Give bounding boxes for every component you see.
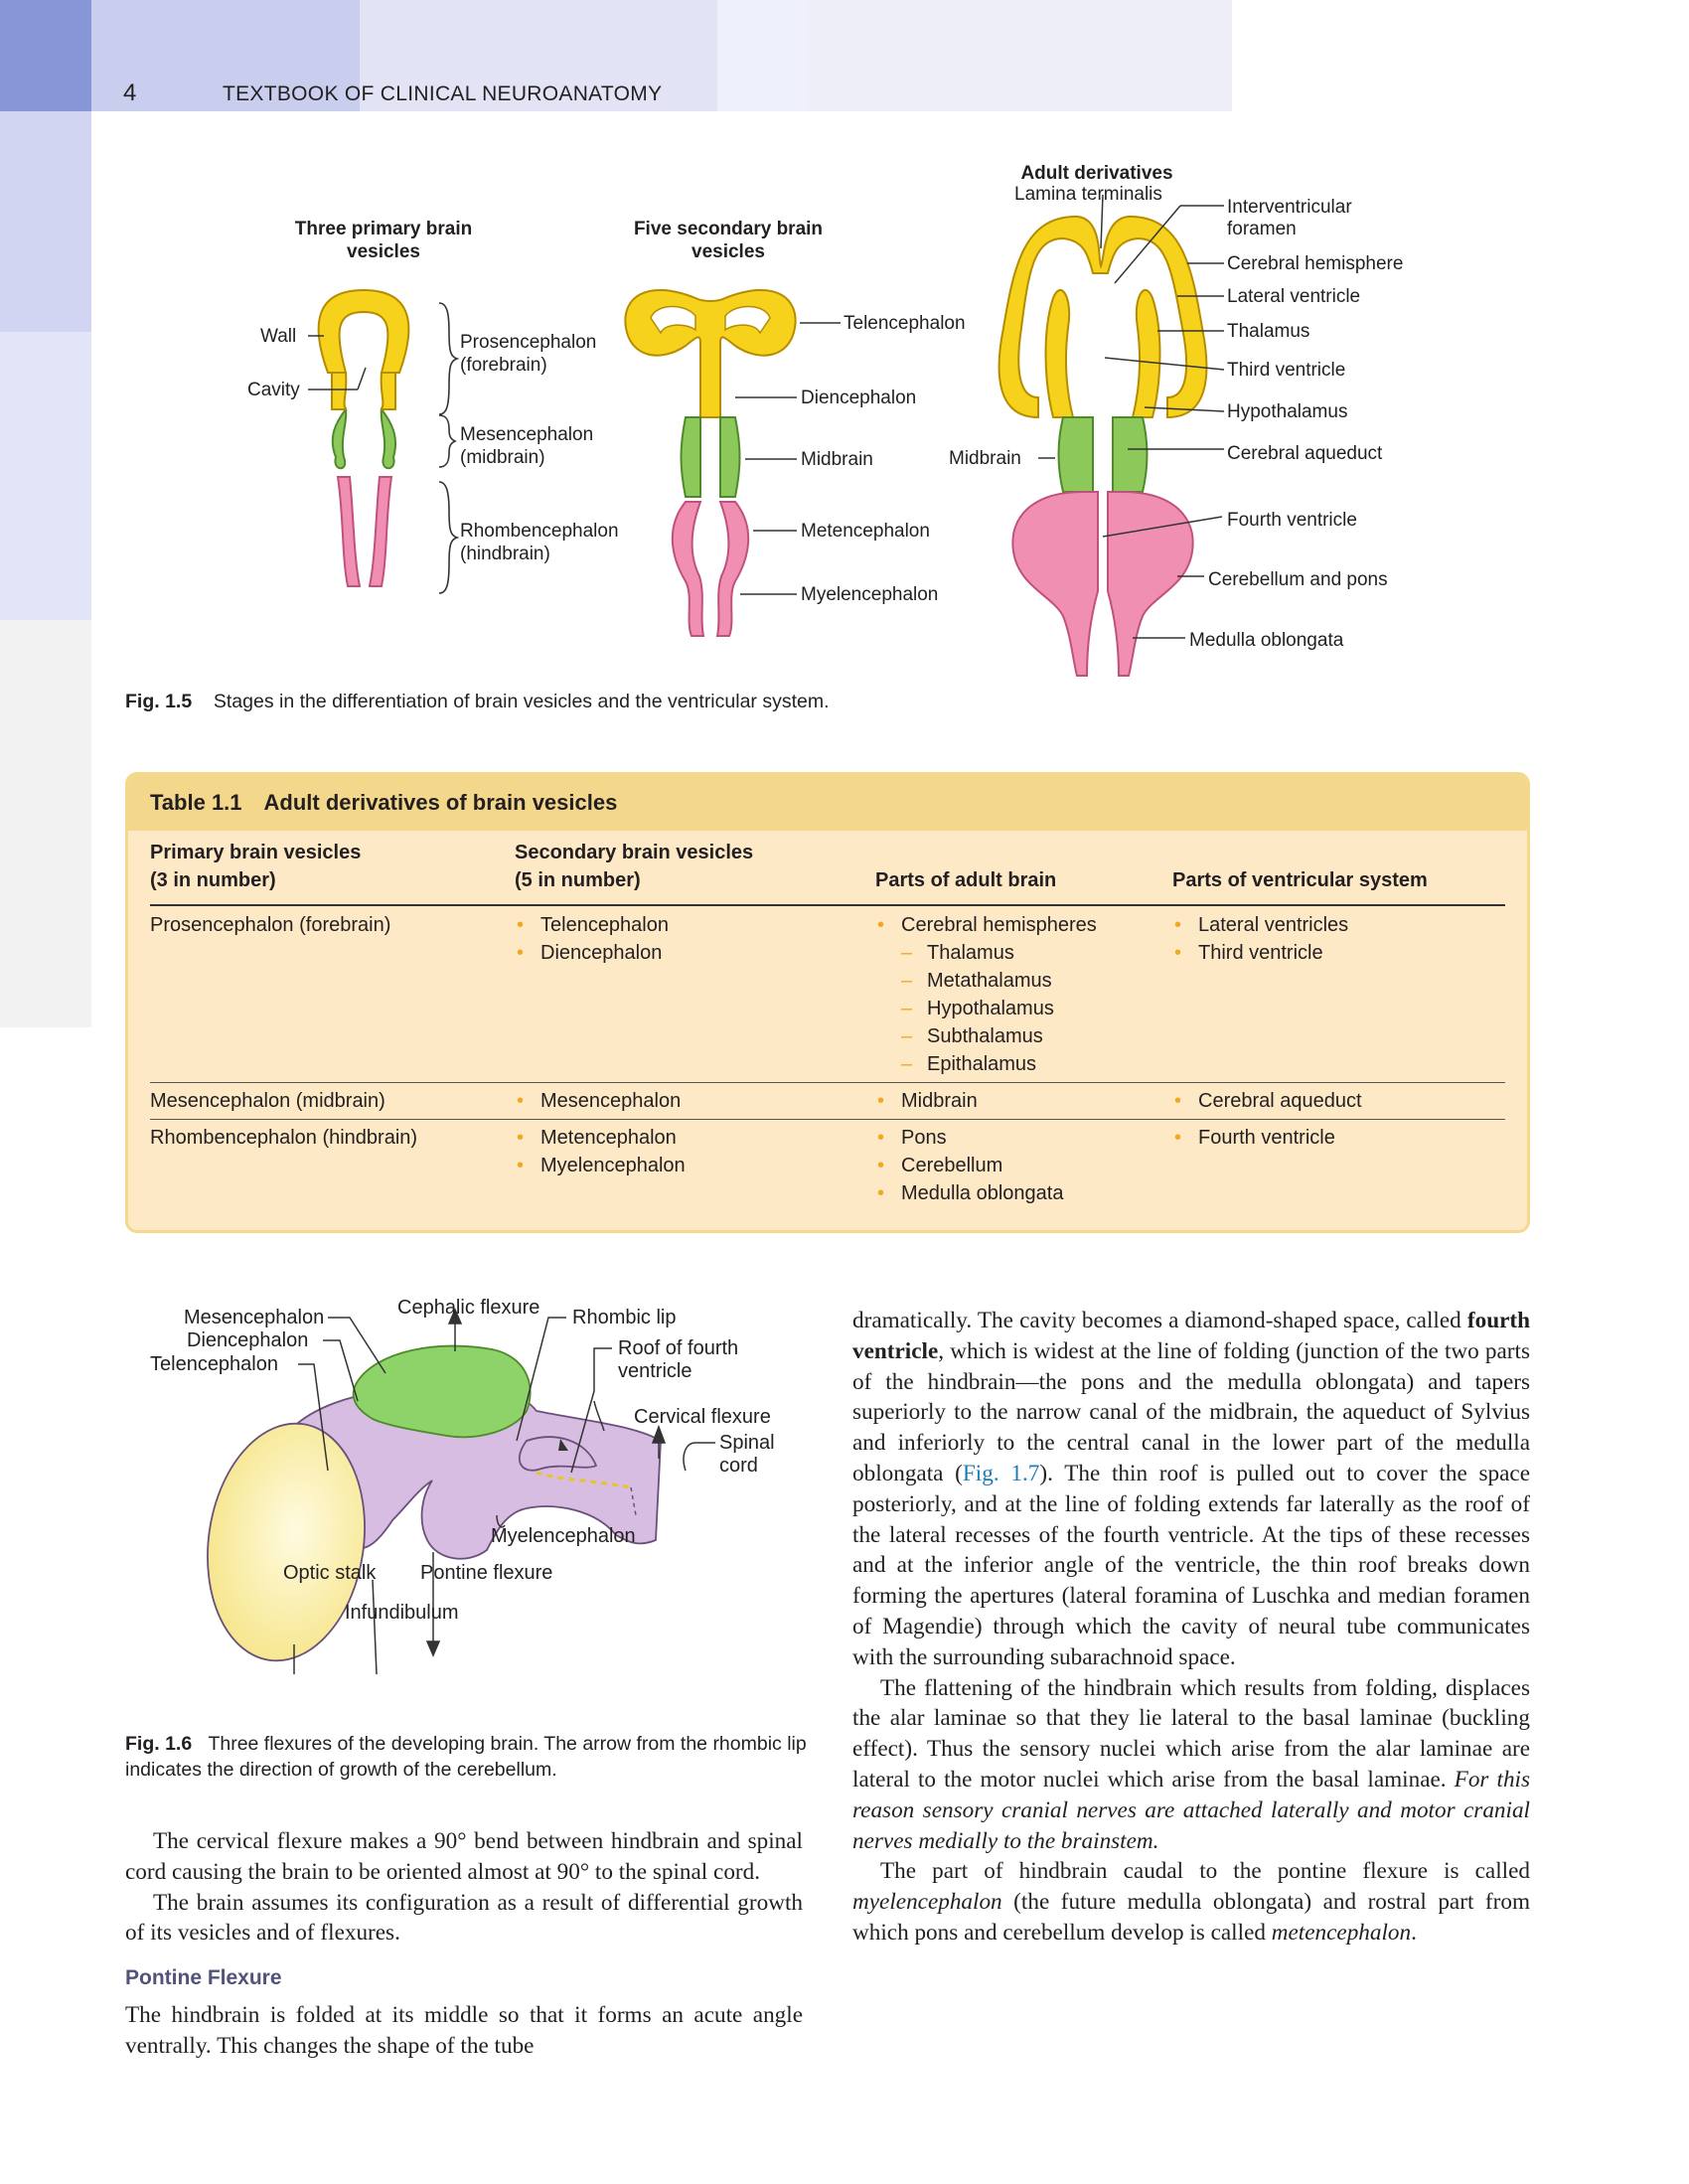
brain-flexures-diagram: [119, 1292, 815, 1729]
primary-vesicles-drawing: [308, 290, 457, 593]
label-mesencephalon: Mesencephalon: [460, 424, 594, 445]
list-subitem: – Thalamus: [875, 939, 1097, 967]
list-item: • Medulla oblongata: [875, 1179, 1063, 1207]
col-header-secondary: [515, 839, 753, 894]
list-subitem: – Epithalamus: [875, 1050, 1097, 1078]
label-foramen: foramen: [1227, 219, 1297, 239]
table-1-1: [125, 772, 1530, 1233]
table-row-1-secondary: [515, 911, 669, 967]
list-item: • Lateral ventricles: [1172, 911, 1348, 939]
table-row-3-secondary: [515, 1124, 686, 1179]
label-cerebral-hemisphere: Cerebral hemisphere: [1227, 253, 1404, 274]
list-item: • Cerebral hemispheres: [875, 911, 1097, 939]
brain-vesicles-diagram: [0, 0, 1689, 696]
header-text: (3 in number): [150, 869, 276, 891]
label-ventricle: ventricle: [618, 1360, 692, 1382]
caption-text: Stages in the differentiation of brain vesicles and the ventricular system.: [213, 691, 830, 712]
label-hindbrain: (hindbrain): [460, 544, 550, 564]
label-rhombic-lip: Rhombic lip: [572, 1307, 677, 1328]
list-subitem: – Subthalamus: [875, 1022, 1097, 1050]
right-column-text: [852, 1306, 1530, 1949]
col2-title-line1: Five secondary brain: [633, 219, 824, 239]
label-diencephalon: Diencephalon: [801, 388, 917, 408]
paragraph: The hindbrain is folded at its middle so that it forms an acute angle ventrally. This changes the shape of the tube: [125, 2001, 803, 2059]
label-roof-fourth: Roof of fourth: [618, 1337, 739, 1359]
left-column-text: [125, 1826, 803, 2062]
label-midbrain: Midbrain: [801, 449, 873, 470]
caption-text: Three flexures of the developing brain. The arrow from the rhombic lip indicates the direction of growth of the cerebellum.: [125, 1733, 807, 1781]
text-run: ). The thin roof is pulled out to cover the space posteriorly, and at the line of folding extends far laterally as the roof of the lateral recesses of the fourth ventricle. At the tips of these recesses and at the inferior angle of the ventricle, the thin roof breaks down forming the apertures (lateral foramina of Luschka and median foramen of Magendie) through which the cavity of neural tube communicates with the surrounding subarachnoid space.: [852, 1460, 1530, 1670]
paragraph: [852, 1306, 1530, 1673]
label-medulla: Medulla oblongata: [1189, 630, 1344, 651]
header-text: (5 in number): [515, 869, 641, 891]
table-row-1-adult: [875, 911, 1097, 1078]
table-row-2-secondary: [515, 1087, 681, 1115]
label-thalamus: Thalamus: [1227, 321, 1310, 342]
label-lateral-ventricle: Lateral ventricle: [1227, 286, 1361, 307]
list-item: • Pons: [875, 1124, 1063, 1152]
italic-term: myelencephalon: [852, 1889, 1002, 1916]
text-run: .: [1411, 1919, 1417, 1946]
running-head: TEXTBOOK OF CLINICAL NEUROANATOMY: [223, 82, 663, 105]
table-title: [150, 790, 639, 816]
paragraph: [852, 1856, 1530, 1948]
label-prosencephalon: Prosencephalon: [460, 332, 597, 353]
label-hypothalamus: Hypothalamus: [1227, 401, 1348, 422]
label-telencephalon: Telencephalon: [844, 313, 966, 334]
row-rule: [150, 1119, 1505, 1120]
text-run: The flattening of the hindbrain which results from folding, displaces the alar laminae so that they lie lateral to the basal laminae (buckling effect). Thus the sensory nuclei which arise from the alar laminae are lateral to the motor nuclei which arise from the basal laminae.: [852, 1674, 1530, 1793]
list-item: • Midbrain: [875, 1087, 978, 1115]
table-caption: Adult derivatives of brain vesicles: [263, 790, 618, 815]
row-rule: [150, 1082, 1505, 1083]
header-text: Primary brain vesicles: [150, 842, 362, 863]
label-rhombencephalon: Rhombencephalon: [460, 521, 619, 542]
col-header-adult: [875, 866, 1056, 894]
list-subitem: – Hypothalamus: [875, 995, 1097, 1022]
label-forebrain: (forebrain): [460, 355, 547, 376]
label-cephalic-flexure: Cephalic flexure: [397, 1297, 540, 1319]
label-interventricular: Interventricular: [1227, 197, 1352, 218]
label-cerebral-aqueduct: Cerebral aqueduct: [1227, 443, 1383, 464]
label-mesencephalon: Mesencephalon: [184, 1307, 325, 1328]
label-diencephalon: Diencephalon: [187, 1329, 309, 1351]
text-run: The part of hindbrain caudal to the pontine flexure is called: [880, 1858, 1530, 1885]
label-third-ventricle: Third ventricle: [1227, 360, 1346, 381]
figure-link[interactable]: Fig. 1.7: [962, 1460, 1040, 1486]
table-row-1-primary: Prosencephalon (forebrain): [150, 914, 391, 936]
figure-1-6: [119, 1292, 815, 1729]
header-text: Secondary brain vesicles: [515, 842, 754, 863]
table-title-bar: [128, 775, 1527, 831]
label-myelencephalon: Myelencephalon: [491, 1525, 636, 1547]
label-fourth-ventricle: Fourth ventricle: [1227, 510, 1357, 531]
page-number: 4: [123, 79, 137, 106]
table-row-3-ventricular: [1172, 1124, 1335, 1152]
label-pontine-flexure: Pontine flexure: [420, 1562, 553, 1584]
label-cervical-flexure: Cervical flexure: [634, 1406, 771, 1428]
label-myelencephalon: Myelencephalon: [801, 584, 939, 605]
label-metencephalon: Metencephalon: [801, 521, 930, 542]
label-cord: cord: [719, 1455, 758, 1477]
col3-title: Adult derivatives: [1020, 163, 1173, 184]
table-row-3-primary: Rhombencephalon (hindbrain): [150, 1127, 418, 1149]
col1-title-line1: Three primary brain: [294, 219, 473, 239]
label-infundibulum: Infundibulum: [345, 1602, 459, 1624]
figure-1-6-caption: [125, 1731, 811, 1783]
caption-label: Fig. 1.5: [125, 691, 193, 712]
list-item: • Third ventricle: [1172, 939, 1348, 967]
label-cerebellum-pons: Cerebellum and pons: [1208, 569, 1388, 590]
paragraph: The cervical flexure makes a 90° bend between hindbrain and spinal cord causing the brain to be oriented almost at 90° to the spinal cord.: [125, 1828, 803, 1885]
figure-1-5-caption: [125, 689, 1417, 714]
list-item: • Cerebral aqueduct: [1172, 1087, 1362, 1115]
list-item: • Telencephalon: [515, 911, 669, 939]
label-spinal: Spinal: [719, 1432, 775, 1454]
list-item: • Cerebellum: [875, 1152, 1063, 1179]
list-item: • Myelencephalon: [515, 1152, 686, 1179]
text-run: , which is widest at the line of folding (junction of the two parts of the hindbrain—the pons and the medulla oblongata) and tapers superiorly to the narrow canal of the midbrain, the aqueduct of Sylvius and inferiorly to the central canal in the lower part of the medulla oblongata (: [852, 1337, 1530, 1486]
label-wall: Wall: [260, 326, 297, 347]
section-heading: Pontine Flexure: [125, 1966, 282, 1990]
header-text: Parts of ventricular system: [1172, 869, 1428, 891]
header-text: Parts of adult brain: [875, 869, 1057, 891]
caption-label: Fig. 1.6: [125, 1733, 193, 1755]
table-row-3-adult: [875, 1124, 1063, 1207]
text-run: (the future medulla oblongata) and rostral part from which pons and cerebellum develop is called: [852, 1889, 1530, 1946]
adult-derivatives-drawing: [999, 195, 1224, 676]
list-item: • Diencephalon: [515, 939, 669, 967]
label-midbrain-paren: (midbrain): [460, 447, 545, 468]
list-item: • Metencephalon: [515, 1124, 686, 1152]
col-header-ventricular: [1172, 866, 1428, 894]
label-cavity: Cavity: [247, 380, 300, 400]
col2-title-line2: vesicles: [691, 241, 765, 262]
table-row-1-ventricular: [1172, 911, 1348, 967]
table-row-2-ventricular: [1172, 1087, 1362, 1115]
text-run: dramatically. The cavity becomes a diamond-shaped space, called: [852, 1308, 1467, 1333]
list-subitem: – Metathalamus: [875, 967, 1097, 995]
italic-term: metencephalon: [1271, 1919, 1412, 1946]
list-item: • Fourth ventricle: [1172, 1124, 1335, 1152]
italic-text: For this reason sensory cranial nerves are attached laterally and motor cranial nerves medially to the brainstem.: [852, 1766, 1530, 1854]
label-optic-stalk: Optic stalk: [283, 1562, 377, 1584]
paragraph: The brain assumes its configuration as a result of differential growth of its vesicles and of flexures.: [125, 1889, 803, 1947]
table-label: Table 1.1: [150, 790, 242, 815]
figure-1-5: [0, 0, 1689, 696]
table-row-2-adult: [875, 1087, 978, 1115]
paragraph: [852, 1673, 1530, 1857]
table-row-2-primary: Mesencephalon (midbrain): [150, 1090, 385, 1112]
list-item: • Mesencephalon: [515, 1087, 681, 1115]
col-header-primary: [150, 839, 361, 894]
header-rule: [150, 904, 1505, 906]
label-midbrain-left: Midbrain: [949, 448, 1021, 469]
label-lamina-terminalis: Lamina terminalis: [1014, 184, 1162, 205]
bold-term: fourth ventricle: [852, 1308, 1530, 1364]
col1-title-line2: vesicles: [347, 241, 420, 262]
label-telencephalon: Telencephalon: [150, 1353, 278, 1375]
